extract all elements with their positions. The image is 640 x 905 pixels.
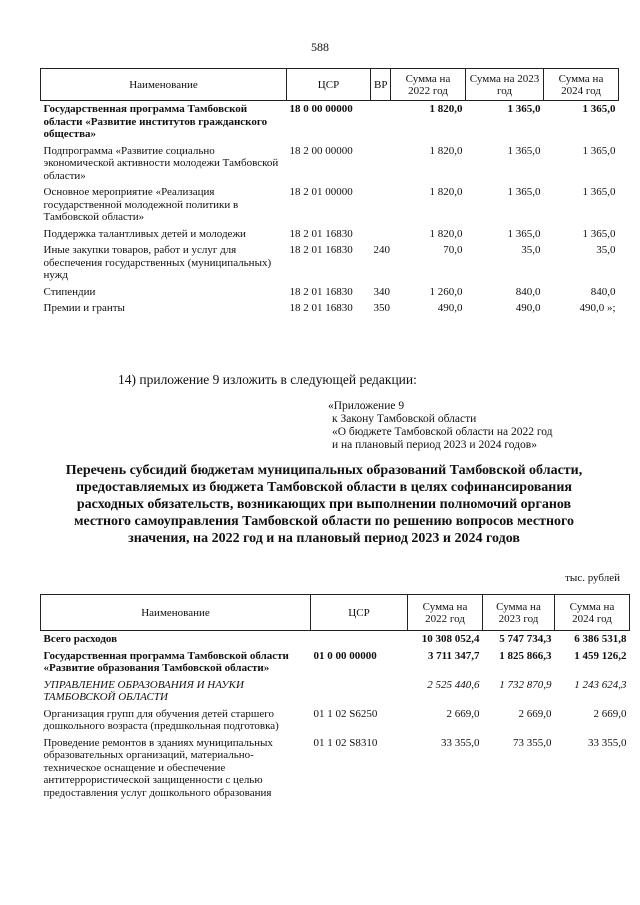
row-vr — [371, 101, 391, 143]
table-row — [41, 226, 619, 243]
table-row — [41, 677, 630, 706]
header-sum-2022: Сумма на 2022 год — [391, 69, 466, 101]
subsidies-table — [40, 594, 630, 801]
row-sum-2024: 1 243 624,3 — [574, 678, 627, 691]
row-sum-2023: 1 825 866,3 — [499, 649, 552, 662]
row-sum-2024: 1 365,0 — [582, 186, 616, 198]
row-sum-2023: 1 365,0 — [507, 103, 541, 115]
row-csr: 01 1 02 S8310 — [313, 736, 378, 749]
row-sum-2024: 1 365,0 — [582, 144, 616, 157]
header-csr: ЦСР — [287, 69, 371, 101]
row-sum-2022: 33 355,0 — [441, 736, 480, 749]
table-row — [41, 143, 619, 185]
row-vr: 240 — [373, 244, 390, 256]
row-vr: 340 — [373, 285, 390, 298]
header-sum-2024: Сумма на 2024 год — [555, 595, 630, 631]
row-sum-2024: 6 386 531,8 — [574, 633, 627, 645]
row-name: Премии и гранты — [43, 302, 125, 314]
table-row — [41, 735, 630, 802]
header-sum-2022: Сумма на 2022 год — [408, 595, 483, 631]
row-sum-2022: 1 820,0 — [429, 144, 463, 157]
row-name: Поддержка талантливых детей и молодежи — [43, 227, 246, 240]
row-sum-2022: 2 669,0 — [446, 707, 480, 720]
row-csr: 01 1 02 S6250 — [313, 707, 378, 720]
table-row — [41, 184, 619, 226]
header-sum-2024: Сумма на 2024 год — [544, 69, 619, 101]
row-sum-2023: 35,0 — [521, 244, 541, 256]
row-sum-2023: 1 732 870,9 — [499, 678, 552, 691]
table-row — [41, 101, 619, 143]
header-sum-2023: Сумма на 2023 год — [466, 69, 544, 101]
row-csr: 18 2 00 00000 — [289, 144, 353, 157]
row-name: Государственная программа Тамбовской области «Развитие образования Тамбовской области» — [43, 649, 289, 674]
row-sum-2022: 1 820,0 — [429, 227, 463, 240]
row-sum-2022: 490,0 — [437, 302, 463, 314]
appendix-line-1: «Приложение 9 — [328, 400, 405, 412]
row-sum-2024: 1 459 126,2 — [574, 649, 627, 662]
row-sum-2023: 840,0 — [515, 285, 541, 298]
row-sum-2023: 73 355,0 — [513, 736, 552, 749]
row-sum-2023: 1 365,0 — [507, 227, 541, 240]
row-name: Всего расходов — [43, 633, 118, 645]
units-label: тыс. рублей — [565, 572, 620, 584]
header-vr: ВР — [371, 69, 391, 101]
row-name: Проведение ремонтов в зданиях муниципальных образовательных организаций, материально-техническое оснащение и обеспечение антитеррористической защищенности с целью предоставления услуг дошкольного образования — [43, 736, 273, 799]
header-name: Наименование — [41, 595, 311, 631]
header-name: Наименование — [41, 69, 287, 101]
row-sum-2023: 490,0 — [515, 302, 541, 314]
row-sum-2022: 3 711 347,7 — [427, 649, 480, 662]
row-sum-2024: 35,0 — [596, 244, 616, 256]
row-name: Государственная программа Тамбовской области «Развитие институтов гражданского общества» — [43, 103, 268, 140]
row-csr: 18 2 01 16830 — [289, 302, 353, 314]
row-csr: 18 0 00 00000 — [289, 103, 353, 115]
row-name: УПРАВЛЕНИЕ ОБРАЗОВАНИЯ И НАУКИ ТАМБОВСКОЙ ОБЛАСТИ — [43, 678, 244, 703]
row-vr — [371, 226, 391, 243]
row-csr — [311, 631, 408, 648]
row-sum-2022: 10 308 052,4 — [421, 633, 480, 645]
row-sum-2022: 1 820,0 — [429, 186, 463, 198]
row-sum-2022: 1 820,0 — [429, 103, 463, 115]
row-sum-2023: 5 747 734,3 — [499, 633, 552, 645]
row-vr — [371, 143, 391, 185]
row-vr: 350 — [373, 302, 390, 314]
program-table — [40, 68, 619, 317]
row-sum-2023: 1 365,0 — [507, 144, 541, 157]
header-sum-2023: Сумма на 2023 год — [483, 595, 555, 631]
document-title: Перечень субсидий бюджетам муниципальных образований Тамбовской области, предоставляемых из бюджета Тамбовской области в целях софинансирования расходных обязательств, возникающих при выполнении полномочий органов местного самоуправления Тамбовской области по решению вопросов местного значения, на 2022 год и на плановый период 2023 и 2024 годов — [65, 463, 583, 546]
row-sum-2022: 2 525 440,6 — [427, 678, 480, 691]
row-sum-2023: 1 365,0 — [507, 186, 541, 198]
table-row — [41, 631, 630, 648]
row-sum-2023: 2 669,0 — [518, 707, 552, 720]
row-name: Иные закупки товаров, работ и услуг для обеспечения государственных (муниципальных) нужд — [43, 244, 272, 281]
appendix-line-2: к Закону Тамбовской области — [332, 413, 477, 425]
row-csr: 18 2 01 00000 — [289, 186, 353, 198]
appendix-line-4: и на плановый период 2023 и 2024 годов» — [332, 439, 537, 451]
row-sum-2024: 1 365,0 — [582, 103, 616, 115]
row-name: Подпрограмма «Развитие социально экономической активности молодежи Тамбовской области» — [43, 144, 279, 182]
header-csr: ЦСР — [311, 595, 408, 631]
row-sum-2024: 840,0 — [590, 285, 616, 298]
row-sum-2024: 33 355,0 — [588, 736, 627, 749]
appendix-heading — [328, 400, 553, 452]
table-row — [41, 242, 619, 284]
table-row — [41, 284, 619, 301]
row-name: Основное мероприятие «Реализация государственной молодежной политики в Тамбовской области» — [43, 186, 239, 223]
appendix-line-3: «О бюджете Тамбовской области на 2022 год — [332, 426, 553, 438]
table-row — [41, 648, 630, 677]
row-sum-2022: 1 260,0 — [429, 285, 463, 298]
row-name: Стипендии — [43, 285, 96, 298]
row-sum-2024: 1 365,0 — [582, 227, 616, 240]
table-row — [41, 706, 630, 735]
row-name: Организация групп для обучения детей старшего дошкольного возраста (предшкольная подготовка) — [43, 707, 279, 732]
row-sum-2022: 70,0 — [443, 244, 463, 256]
row-csr: 01 0 00 00000 — [313, 649, 377, 662]
row-csr: 18 2 01 16830 — [289, 244, 353, 256]
row-csr: 18 2 01 16830 — [289, 285, 353, 298]
row-csr: 18 2 01 16830 — [289, 227, 353, 240]
page-number: 588 — [311, 40, 329, 54]
row-csr — [311, 677, 408, 706]
table-row — [41, 300, 619, 317]
row-sum-2024: 490,0 »; — [579, 302, 616, 314]
row-sum-2024: 2 669,0 — [593, 707, 627, 720]
row-vr — [371, 184, 391, 226]
amendment-item-14: 14) приложение 9 изложить в следующей редакции: — [118, 372, 417, 387]
